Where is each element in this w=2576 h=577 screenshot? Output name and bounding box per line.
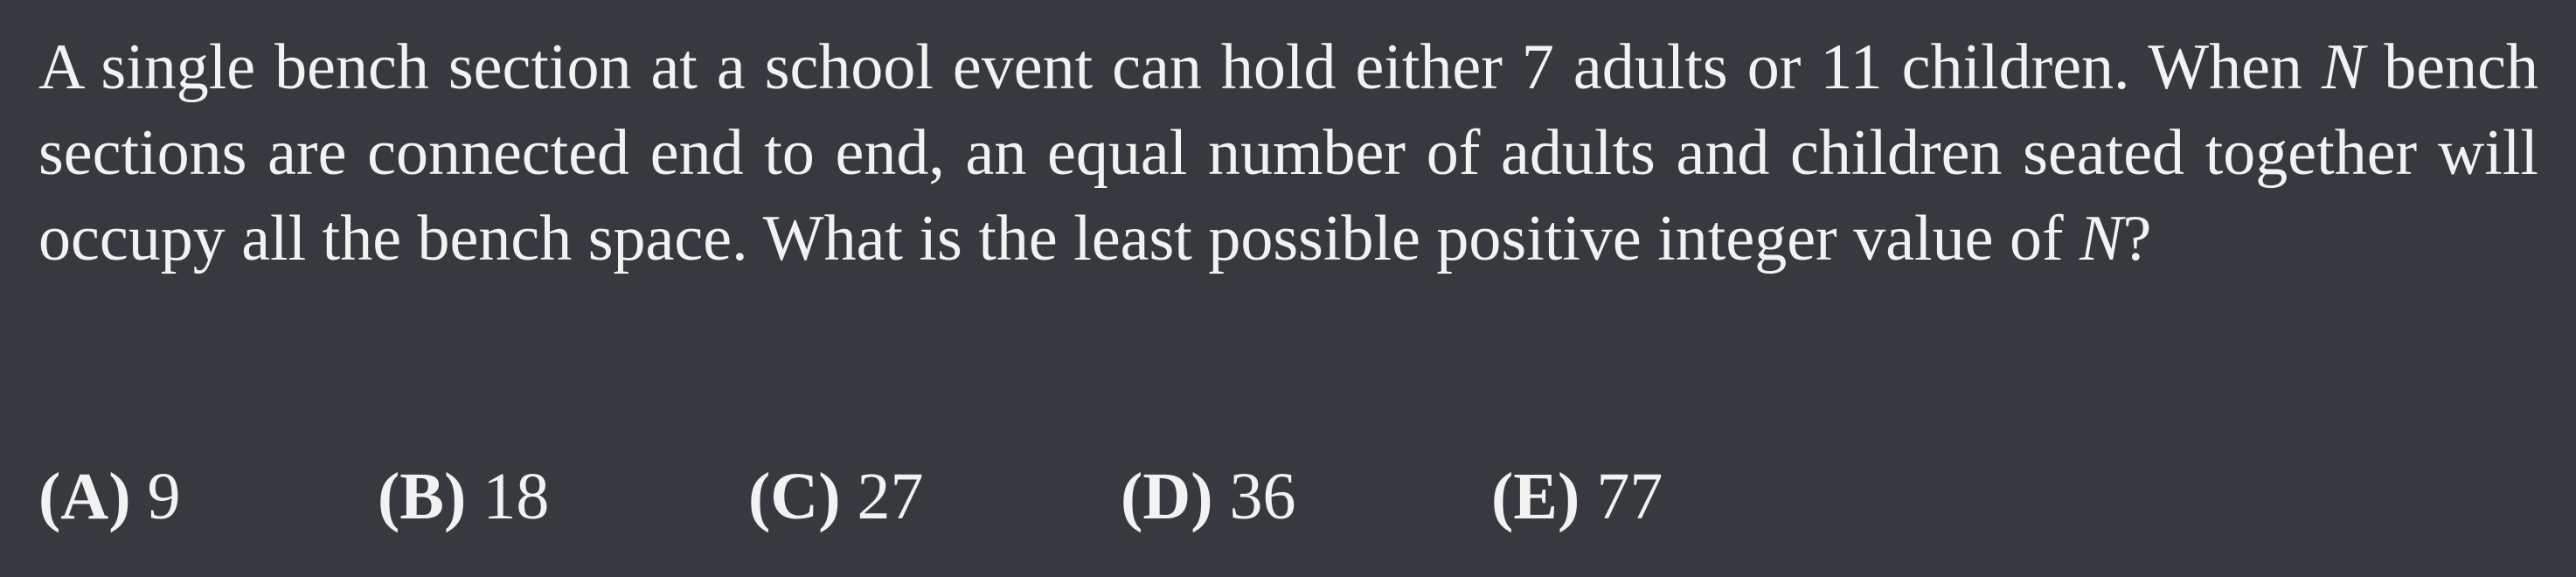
choice-letter: (D) bbox=[1121, 460, 1213, 533]
variable-n: N bbox=[2080, 203, 2123, 275]
choice-value: 9 bbox=[147, 460, 181, 533]
problem-text-part-3: ? bbox=[2122, 203, 2152, 275]
choice-c[interactable] bbox=[748, 453, 924, 540]
choice-letter: (E) bbox=[1491, 460, 1580, 533]
choice-letter: (C) bbox=[748, 460, 841, 533]
problem-statement bbox=[38, 24, 2538, 282]
choice-value: 36 bbox=[1229, 460, 1296, 533]
choice-d[interactable] bbox=[1121, 453, 1296, 540]
choice-letter: (A) bbox=[38, 460, 131, 533]
choice-value: 77 bbox=[1596, 460, 1663, 533]
variable-n: N bbox=[2321, 31, 2365, 103]
choice-value: 27 bbox=[857, 460, 924, 533]
problem-text-part-2: bench sections are connected end to end, an equal number of adults and children seated together will occupy all the bench space. What is the least possible positive integer value of bbox=[38, 31, 2538, 275]
choice-a[interactable] bbox=[38, 453, 181, 540]
choice-letter: (B) bbox=[378, 460, 467, 533]
choice-b[interactable] bbox=[378, 453, 549, 540]
problem-text-part-1: A single bench section at a school event can hold either 7 adults or 11 children. When bbox=[38, 31, 2322, 103]
choice-value: 18 bbox=[483, 460, 550, 533]
choice-e[interactable] bbox=[1491, 453, 1663, 540]
